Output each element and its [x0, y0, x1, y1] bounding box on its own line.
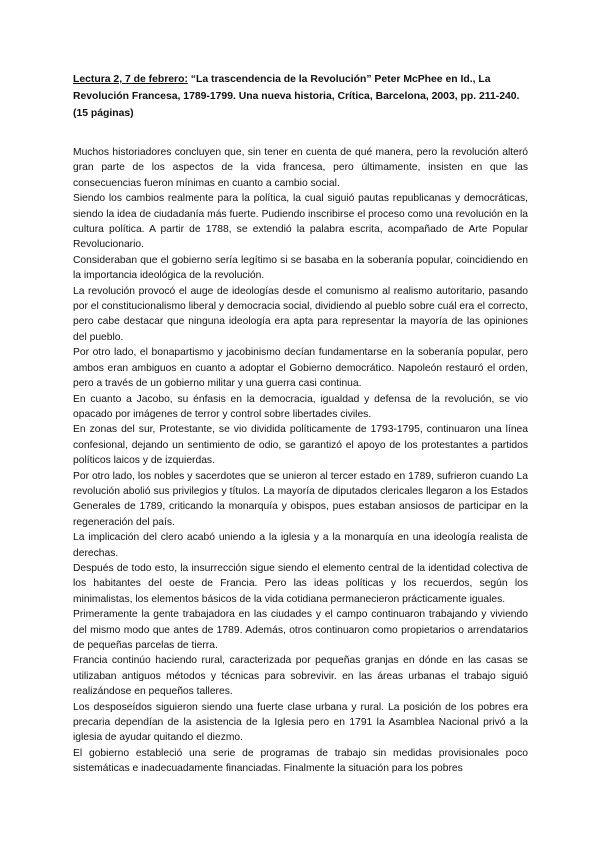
paragraph-8: Por otro lado, los nobles y sacerdotes que se unieron al tercer estado en 1789, sufrieron cuando La revolución abolió sus privilegios y títulos. La mayoría de diputados clericales llegaron a los Estados Generales de 1789, criticando la monarquía y obispos, pues estaban ansiosos de participar en la regeneración del país.: [73, 470, 528, 528]
heading-citation: “La trascendencia de la Revolución” Peter McPhee en Id., La Revolución Francesa, 1789-1799. Una nueva historia, Crítica, Barcelona, 2003, pp. 211-240. (15 páginas): [73, 74, 520, 119]
paragraph-12: Francia continúo haciendo rural, caracterizada por pequeñas granjas en dónde en las casas se utilizaban antiguos métodos y técnicas para sobrevivir. en las áreas urbanas el trabajo siguió realizándose en pequeños talleres.: [73, 655, 528, 698]
paragraph-10: Después de todo esto, la insurrección sigue siendo el elemento central de la identidad colectiva de los habitantes del oeste de Francia. Pero las ideas políticas y los recuerdos, según los minimalistas, los elementos básicos de la vida cotidiana permanecieron prácticamente iguales.: [73, 562, 528, 605]
paragraph-14: El gobierno estableció una serie de programas de trabajo sin medidas provisionales poco sistemáticas e inadecuadamente financiadas. Finalmente la situación para los pobres: [73, 747, 528, 775]
paragraph-3: Consideraban que el gobierno sería legítimo si se basaba en la soberanía popular, coincidiendo en la importancia ideológica de la revolución.: [73, 254, 528, 282]
paragraph-1: Muchos historiadores concluyen que, sin tener en cuenta de qué manera, pero la revolución alteró gran parte de los aspectos de la vida francesa, pero últimamente, insisten en que las consecuencias fueron mínimas en cuanto a cambio social.: [73, 147, 528, 189]
paragraph-9: La implicación del clero acabó uniendo a la iglesia y a la monarquía en una ideología realista de derechas.: [73, 532, 528, 559]
paragraph-13: Los desposeídos siguieron siendo una fuerte clase urbana y rural. La posición de los pobres era precaria dependían de la asistencia de la Iglesia pero en 1791 la Asamblea Nacional privó a la iglesia de ayudar quitando el diezmo.: [73, 701, 528, 744]
paragraph-4: La revolución provocó el auge de ideologías desde el comunismo al realismo autoritario, pasando por el constitucionalismo liberal y democracia social, dividiendo al pueblo sobre cuál era el correcto, pero cabe destacar que ninguna ideología era apta para representar la mayoría de las opiniones del pueblo.: [73, 285, 529, 343]
paragraph-2: Siendo los cambios realmente para la política, la cual siguió pautas republicanas y democráticas, siendo la idea de ciudadanía más fuerte. Pudiendo inscribirse el proceso como una revolución en la cultura política. A partir de 1788, se extendió la palabra escrita, acompañado de Arte Popular Revolucionario.: [73, 193, 528, 251]
reading-heading: [73, 71, 528, 122]
paragraph-7: En zonas del sur, Protestante, se vio dividida políticamente de 1793-1795, continuaron una línea confesional, dejando un sentimiento de odio, se garantizó el apoyo de los protestantes a partidos políticos laicos y de izquierdas.: [73, 424, 528, 467]
paragraph-11: Primeramente la gente trabajadora en las ciudades y el campo continuaron trabajando y viviendo del mismo modo que antes de 1789. Además, otros continuaron como propietarios o arrendatarios de pequeñas parcelas de tierra.: [73, 609, 528, 651]
paragraph-5: Por otro lado, el bonapartismo y jacobinismo decían fundamentarse en la soberanía popular, pero ambos eran ambiguos en cuanto a adoptar el Gobierno democrático. Napoleón restauró el orden, pero a través de un gobierno militar y una guerra casi continua.: [73, 347, 528, 390]
heading-lead: Lectura 2, 7 de febrero:: [73, 74, 188, 85]
paragraph-6: En cuanto a Jacobo, su énfasis en la democracia, igualdad y defensa de la revolución, se vio opacado por imágenes de terror y control sobre libertades civiles.: [73, 393, 528, 420]
